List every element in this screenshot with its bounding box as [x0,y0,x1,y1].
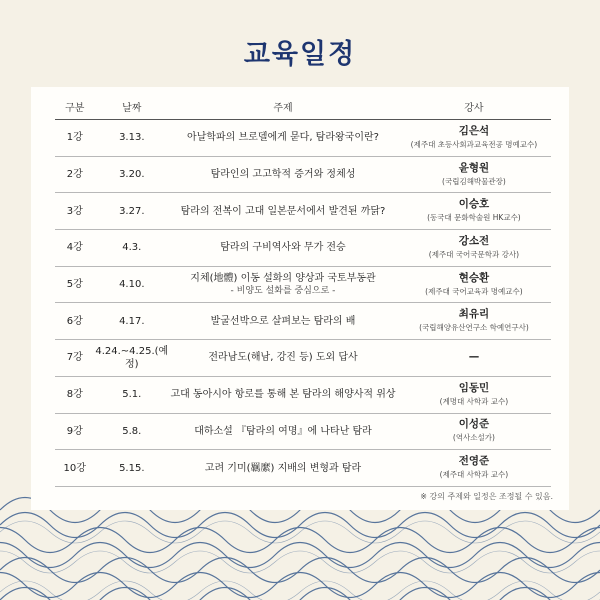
table-row [55,303,551,340]
lecture-number: 4강 [55,230,94,267]
lecturer-name: — [468,351,480,364]
lecturer-cell [397,450,551,487]
lecture-topic-cell [169,413,397,450]
lecture-topic: 고대 동아시아 항로를 통해 본 탐라의 해양사적 위상 [170,389,396,401]
lecture-topic-cell [169,193,397,230]
lecturer-cell [397,156,551,193]
lecture-topic-cell [169,340,397,377]
lecture-topic: 지체(地體) 이동 설화의 양상과 국토부동관 [190,272,376,284]
lecture-topic: 고려 기미(羈縻) 지배의 변형과 탐라 [204,462,362,474]
lecturer-cell [397,413,551,450]
lecture-topic-cell [169,303,397,340]
lecture-date: 5.1. [94,376,169,413]
lecture-topic-cell [169,376,397,413]
table-row [55,413,551,450]
lecture-date: 3.20. [94,156,169,193]
schedule-note: ※ 강의 주제와 일정은 조정될 수 있음. [420,492,553,501]
lecturer-name: 강소전 [458,234,490,247]
lecture-date: 3.27. [94,193,169,230]
lecture-topic-cell [169,156,397,193]
lecturer-name: 현승환 [458,271,490,284]
lecture-topic: 아날학파의 브로델에게 묻다, 탐라왕국이란? [187,132,379,144]
table-row [55,120,551,157]
lecturer-affiliation: (국립해양유산연구소 학예연구사) [419,323,529,333]
lecturer-affiliation: (동국대 문화학술원 HK교수) [427,213,521,223]
lecturer-affiliation: (계명대 사학과 교수) [439,396,509,406]
lecture-topic: 발굴선박으로 살펴보는 탐라의 배 [210,315,356,327]
lecturer-cell [397,230,551,267]
lecturer-name: 임동민 [458,381,490,394]
lecturer-affiliation: (국립김해박물관장) [442,176,506,186]
lecturer-cell [397,340,551,377]
lecturer-cell [397,120,551,157]
lecturer-affiliation: (역사소설가) [452,433,495,443]
lecture-number: 1강 [55,120,94,157]
lecture-topic-cell [169,266,397,303]
header-no: 구분 [55,93,94,120]
lecturer-name: 최유리 [458,308,490,321]
lecture-number: 10강 [55,450,94,487]
header-date: 날짜 [94,93,169,120]
lecture-date: 4.10. [94,266,169,303]
lecture-topic-subtitle: - 비양도 설화를 중심으로 - [230,285,336,296]
lecturer-affiliation: (제주대 국어교육과 명예교수) [425,286,523,296]
lecturer-affiliation: (제주대 국어국문학과 강사) [428,249,520,259]
lecturer-cell [397,193,551,230]
lecturer-name: 윤형원 [458,161,490,174]
table-row [55,193,551,230]
lecture-topic: 탐라의 전복이 고대 일본문서에서 발견된 까닭? [180,205,386,217]
table-header-row [55,93,551,120]
lecture-topic-cell [169,450,397,487]
header-lecturer: 강사 [397,93,551,120]
table-row [55,156,551,193]
lecture-date: 5.8. [94,413,169,450]
lecturer-name: 이성준 [458,418,490,431]
table-row [55,230,551,267]
lecture-number: 9강 [55,413,94,450]
lecture-topic: 전라남도(해남, 강진 등) 도외 답사 [208,352,358,364]
table-row [55,376,551,413]
lecturer-name: 이승호 [458,198,490,211]
lecture-date: 5.15. [94,450,169,487]
lecture-number: 3강 [55,193,94,230]
lecture-number: 2강 [55,156,94,193]
lecture-date: 4.3. [94,230,169,267]
lecture-topic: 탐라인의 고고학적 증거와 정체성 [210,169,356,181]
table-row [55,340,551,377]
lecture-number: 6강 [55,303,94,340]
lecturer-cell [397,266,551,303]
lecture-topic-cell [169,230,397,267]
lecturer-affiliation: (제주대 초등사회과교육전공 명예교수) [410,139,538,149]
lecture-date: 4.24.~4.25.(예정) [94,340,169,377]
lecture-number: 5강 [55,266,94,303]
lecture-date: 3.13. [94,120,169,157]
lecturer-name: 전영준 [458,455,490,468]
lecture-number: 8강 [55,376,94,413]
schedule-table [55,93,551,487]
page-title: 교육일정 [243,39,357,70]
lecturer-affiliation: (제주대 사학과 교수) [439,470,509,480]
lecture-date: 4.17. [94,303,169,340]
lecture-topic: 탐라의 구비역사와 무가 전승 [220,242,346,254]
header-topic: 주제 [169,93,397,120]
table-row [55,266,551,303]
lecture-number: 7강 [55,340,94,377]
lecturer-cell [397,303,551,340]
lecture-topic-cell [169,120,397,157]
schedule-card [31,87,569,510]
lecturer-cell [397,376,551,413]
lecturer-name: 김은석 [458,124,490,137]
lecture-topic: 대하소설 『탐라의 여명』에 나타난 탐라 [194,425,372,437]
table-row [55,450,551,487]
